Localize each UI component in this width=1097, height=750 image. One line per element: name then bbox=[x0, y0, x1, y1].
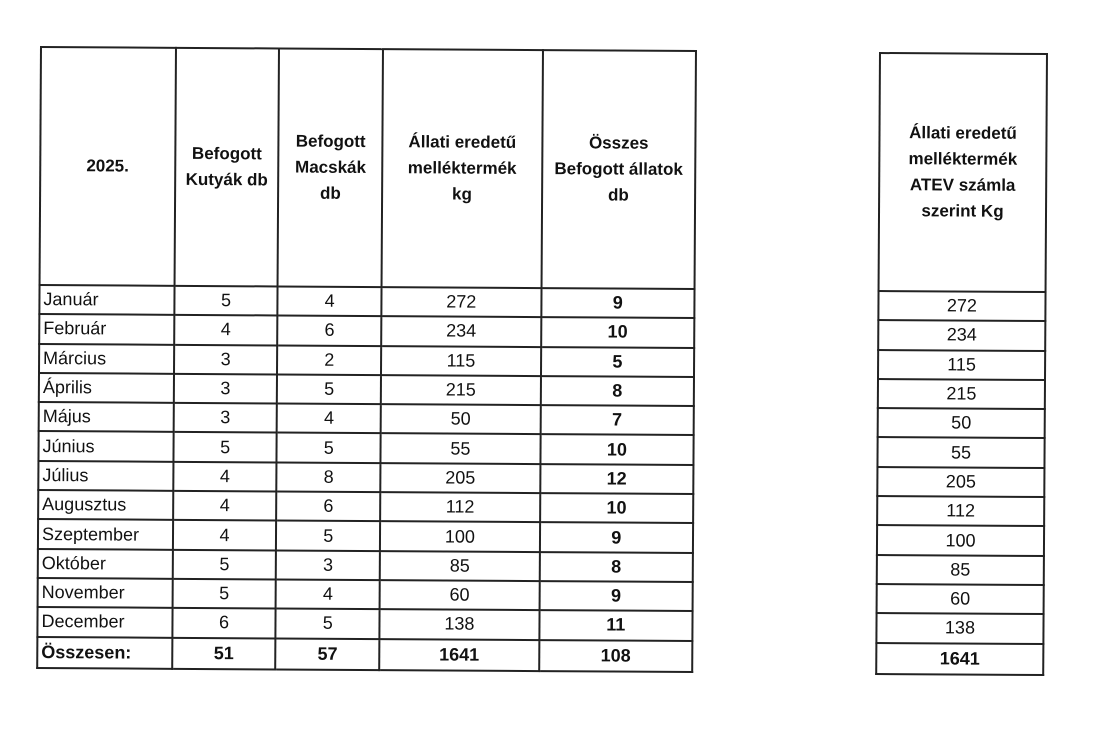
table-row bbox=[38, 549, 693, 582]
cell-dogs: 4 bbox=[173, 462, 277, 492]
header-cats: Befogott Macskák db bbox=[278, 48, 383, 287]
cell-total: 12 bbox=[540, 464, 693, 494]
cell-kg: 60 bbox=[380, 580, 540, 610]
totals-label: Összesen: bbox=[37, 637, 172, 669]
cell-total: 9 bbox=[540, 522, 693, 552]
monthly-capture-table bbox=[36, 46, 697, 673]
table-row bbox=[38, 519, 693, 552]
cell-kg: 234 bbox=[381, 316, 541, 346]
header-atev-kg: Állati eredetű melléktermék ATEV számla szerint Kg bbox=[879, 53, 1047, 292]
cell-dogs: 5 bbox=[172, 549, 276, 579]
cell-cats: 5 bbox=[277, 374, 381, 404]
cell-dogs: 4 bbox=[174, 315, 278, 345]
cell-atev-kg: 100 bbox=[877, 525, 1044, 555]
header-dogs: Befogott Kutyák db bbox=[174, 48, 279, 287]
cell-month: Április bbox=[39, 373, 174, 403]
cell-atev-kg: 205 bbox=[877, 467, 1044, 497]
cell-kg: 100 bbox=[380, 521, 540, 551]
side-row bbox=[878, 291, 1045, 321]
table-row bbox=[39, 285, 694, 318]
totals-kg: 1641 bbox=[379, 639, 539, 671]
cell-kg: 272 bbox=[381, 287, 541, 317]
cell-atev-kg: 115 bbox=[878, 350, 1045, 380]
cell-kg: 205 bbox=[380, 463, 540, 493]
cell-dogs: 3 bbox=[174, 374, 278, 404]
cell-total: 5 bbox=[541, 347, 694, 377]
side-row bbox=[878, 350, 1045, 380]
cell-total: 8 bbox=[539, 552, 692, 582]
table-row bbox=[37, 607, 692, 640]
cell-dogs: 6 bbox=[172, 608, 276, 638]
side-row bbox=[878, 320, 1045, 350]
header-year: 2025. bbox=[40, 47, 176, 286]
cell-dogs: 4 bbox=[173, 491, 277, 521]
cell-kg: 215 bbox=[381, 375, 541, 405]
table-row bbox=[39, 402, 694, 435]
cell-month: Augusztus bbox=[38, 490, 173, 520]
side-row bbox=[876, 613, 1043, 643]
cell-cats: 5 bbox=[276, 521, 380, 551]
cell-kg: 85 bbox=[380, 551, 540, 581]
cell-month: Február bbox=[39, 314, 174, 344]
cell-dogs: 4 bbox=[173, 520, 277, 550]
side-row bbox=[878, 379, 1045, 409]
cell-month: Október bbox=[38, 549, 173, 579]
cell-atev-kg: 85 bbox=[877, 555, 1044, 585]
cell-month: December bbox=[37, 607, 172, 637]
cell-month: Szeptember bbox=[38, 519, 173, 549]
cell-atev-kg: 215 bbox=[878, 379, 1045, 409]
side-total: 1641 bbox=[876, 643, 1043, 675]
totals-row bbox=[37, 637, 692, 672]
cell-atev-kg: 272 bbox=[878, 291, 1045, 321]
cell-total: 10 bbox=[540, 493, 693, 523]
side-row bbox=[877, 496, 1044, 526]
cell-atev-kg: 112 bbox=[877, 496, 1044, 526]
cell-atev-kg: 55 bbox=[877, 437, 1044, 467]
totals-total: 108 bbox=[539, 640, 692, 672]
totals-cats: 57 bbox=[276, 638, 380, 670]
cell-month: Március bbox=[39, 344, 174, 374]
cell-total: 7 bbox=[540, 405, 693, 435]
side-row bbox=[877, 555, 1044, 585]
cell-total: 9 bbox=[539, 581, 692, 611]
cell-month: Január bbox=[39, 285, 174, 315]
cell-cats: 8 bbox=[277, 462, 381, 492]
table-row bbox=[39, 314, 694, 347]
cell-month: November bbox=[38, 578, 173, 608]
cell-dogs: 3 bbox=[173, 403, 277, 433]
header-byproduct-kg: Állati eredetű melléktermék kg bbox=[382, 49, 543, 288]
cell-kg: 50 bbox=[381, 404, 541, 434]
cell-month: Május bbox=[39, 402, 174, 432]
table-row bbox=[39, 373, 694, 406]
cell-atev-kg: 60 bbox=[877, 584, 1044, 614]
cell-kg: 112 bbox=[380, 492, 540, 522]
side-totals-row bbox=[876, 643, 1043, 675]
cell-cats: 5 bbox=[276, 609, 380, 639]
table-header-row bbox=[40, 47, 696, 289]
cell-month: Július bbox=[38, 461, 173, 491]
header-total-animals: Összes Befogott állatok db bbox=[541, 50, 696, 289]
cell-kg: 55 bbox=[381, 434, 541, 464]
cell-cats: 6 bbox=[278, 316, 382, 346]
cell-total: 10 bbox=[541, 317, 694, 347]
cell-total: 10 bbox=[540, 435, 693, 465]
cell-month: Június bbox=[38, 431, 173, 461]
cell-atev-kg: 50 bbox=[878, 408, 1045, 438]
cell-cats: 5 bbox=[277, 433, 381, 463]
cell-dogs: 5 bbox=[172, 579, 276, 609]
cell-atev-kg: 234 bbox=[878, 320, 1045, 350]
table-row bbox=[38, 578, 693, 611]
side-header-row bbox=[879, 53, 1047, 292]
side-row bbox=[877, 525, 1044, 555]
cell-dogs: 5 bbox=[174, 286, 278, 316]
cell-total: 8 bbox=[541, 376, 694, 406]
cell-cats: 4 bbox=[278, 286, 382, 316]
cell-kg: 138 bbox=[380, 609, 540, 639]
cell-atev-kg: 138 bbox=[876, 613, 1043, 643]
totals-dogs: 51 bbox=[172, 637, 276, 669]
cell-dogs: 3 bbox=[174, 344, 278, 374]
cell-kg: 115 bbox=[381, 346, 541, 376]
table-row bbox=[38, 431, 693, 464]
cell-total: 9 bbox=[541, 288, 694, 318]
cell-dogs: 5 bbox=[173, 432, 277, 462]
cell-cats: 6 bbox=[277, 492, 381, 522]
side-row bbox=[877, 467, 1044, 497]
cell-total: 11 bbox=[539, 610, 692, 640]
cell-cats: 4 bbox=[276, 579, 380, 609]
table-row bbox=[38, 490, 693, 523]
side-row bbox=[878, 408, 1045, 438]
table-row bbox=[38, 461, 693, 494]
side-row bbox=[877, 437, 1044, 467]
cell-cats: 3 bbox=[276, 550, 380, 580]
side-row bbox=[877, 584, 1044, 614]
cell-cats: 4 bbox=[277, 404, 381, 434]
cell-cats: 2 bbox=[277, 345, 381, 375]
table-row bbox=[39, 344, 694, 377]
atev-invoice-table bbox=[875, 52, 1048, 676]
